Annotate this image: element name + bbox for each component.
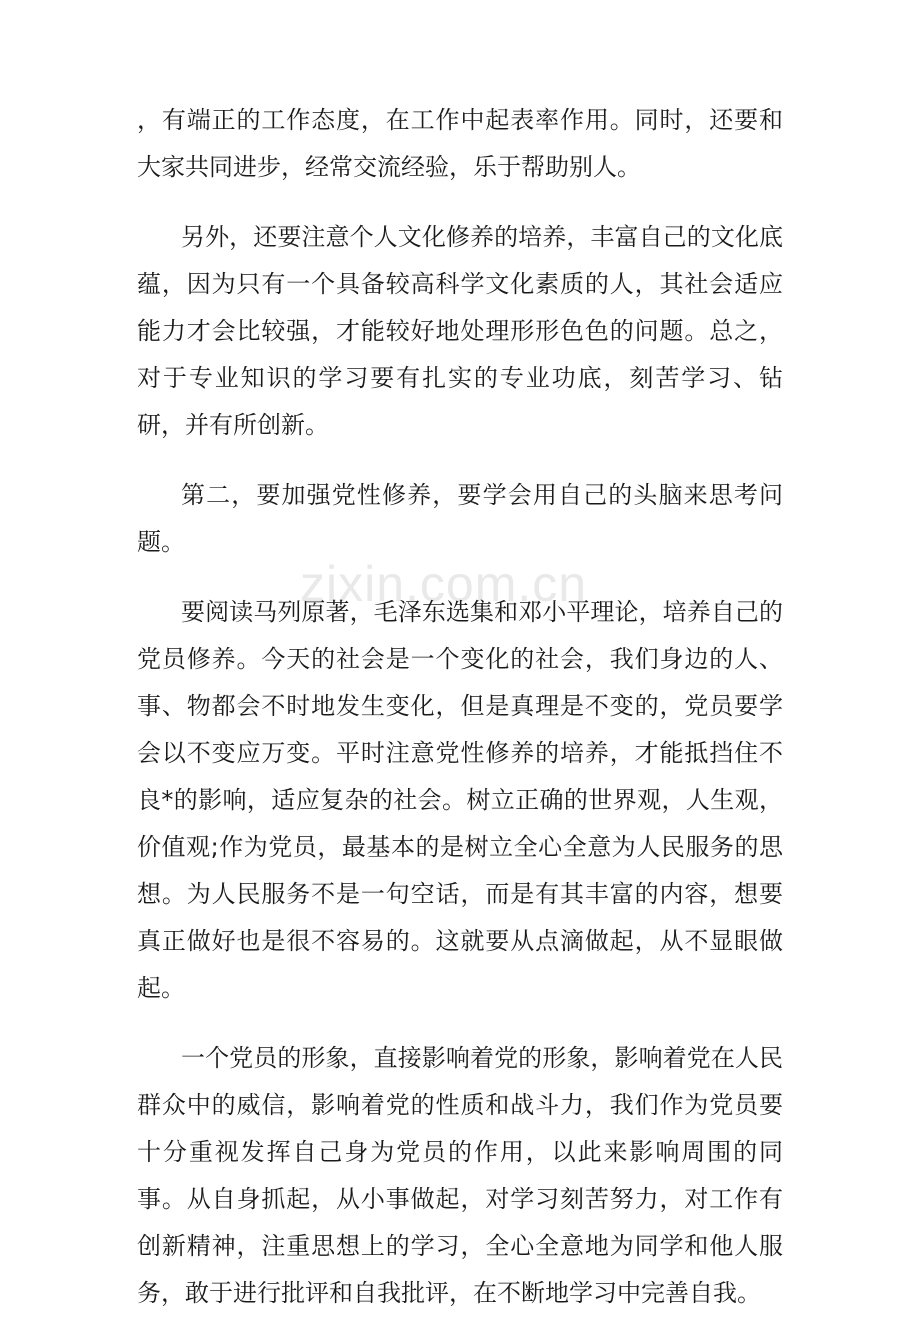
paragraph-5: 一个党员的形象，直接影响着党的形象，影响着党在人民群众中的威信，影响着党的性质和战斗力，我们作为党员要十分重视发挥自己身为党员的作用，以此来影响周围的同事。从自身抓起，从小事做起，对学习刻苦努力，对工作有创新精神，注重思想上的学习，全心全意地为同学和他人服务，敢于进行批评和自我批评，在不断地学习中完善自我。: [137, 1044, 783, 1307]
document-body: [137, 97, 783, 1317]
paragraph-4: 要阅读马列原著，毛泽东选集和邓小平理论，培养自己的党员修养。今天的社会是一个变化的社会，我们身边的人、事、物都会不时地发生变化，但是真理是不变的，党员要学会以不变应万变。平时注意党性修养的培养，才能抵挡住不良*的影响，适应复杂的社会。树立正确的世界观，人生观，价值观;作为党员，最基本的是树立全心全意为人民服务的思想。为人民服务不是一句空话，而是有其丰富的内容，想要真正做好也是很不容易的。这就要从点滴做起，从不显眼做起。: [137, 598, 783, 1002]
watermark: zixin.com.cn: [300, 556, 588, 612]
paragraph-1: ，有端正的工作态度，在工作中起表率作用。同时，还要和大家共同进步，经常交流经验，乐于帮助别人。: [137, 106, 783, 181]
paragraph-2: 另外，还要注意个人文化修养的培养，丰富自己的文化底蕴，因为只有一个具备较高科学文化素质的人，其社会适应能力才会比较强，才能较好地处理形形色色的问题。总之，对于专业知识的学习要有扎实的专业功底，刻苦学习、钻研，并有所创新。: [137, 223, 783, 439]
paragraph-3: 第二，要加强党性修养，要学会用自己的头脑来思考问题。: [137, 481, 783, 556]
